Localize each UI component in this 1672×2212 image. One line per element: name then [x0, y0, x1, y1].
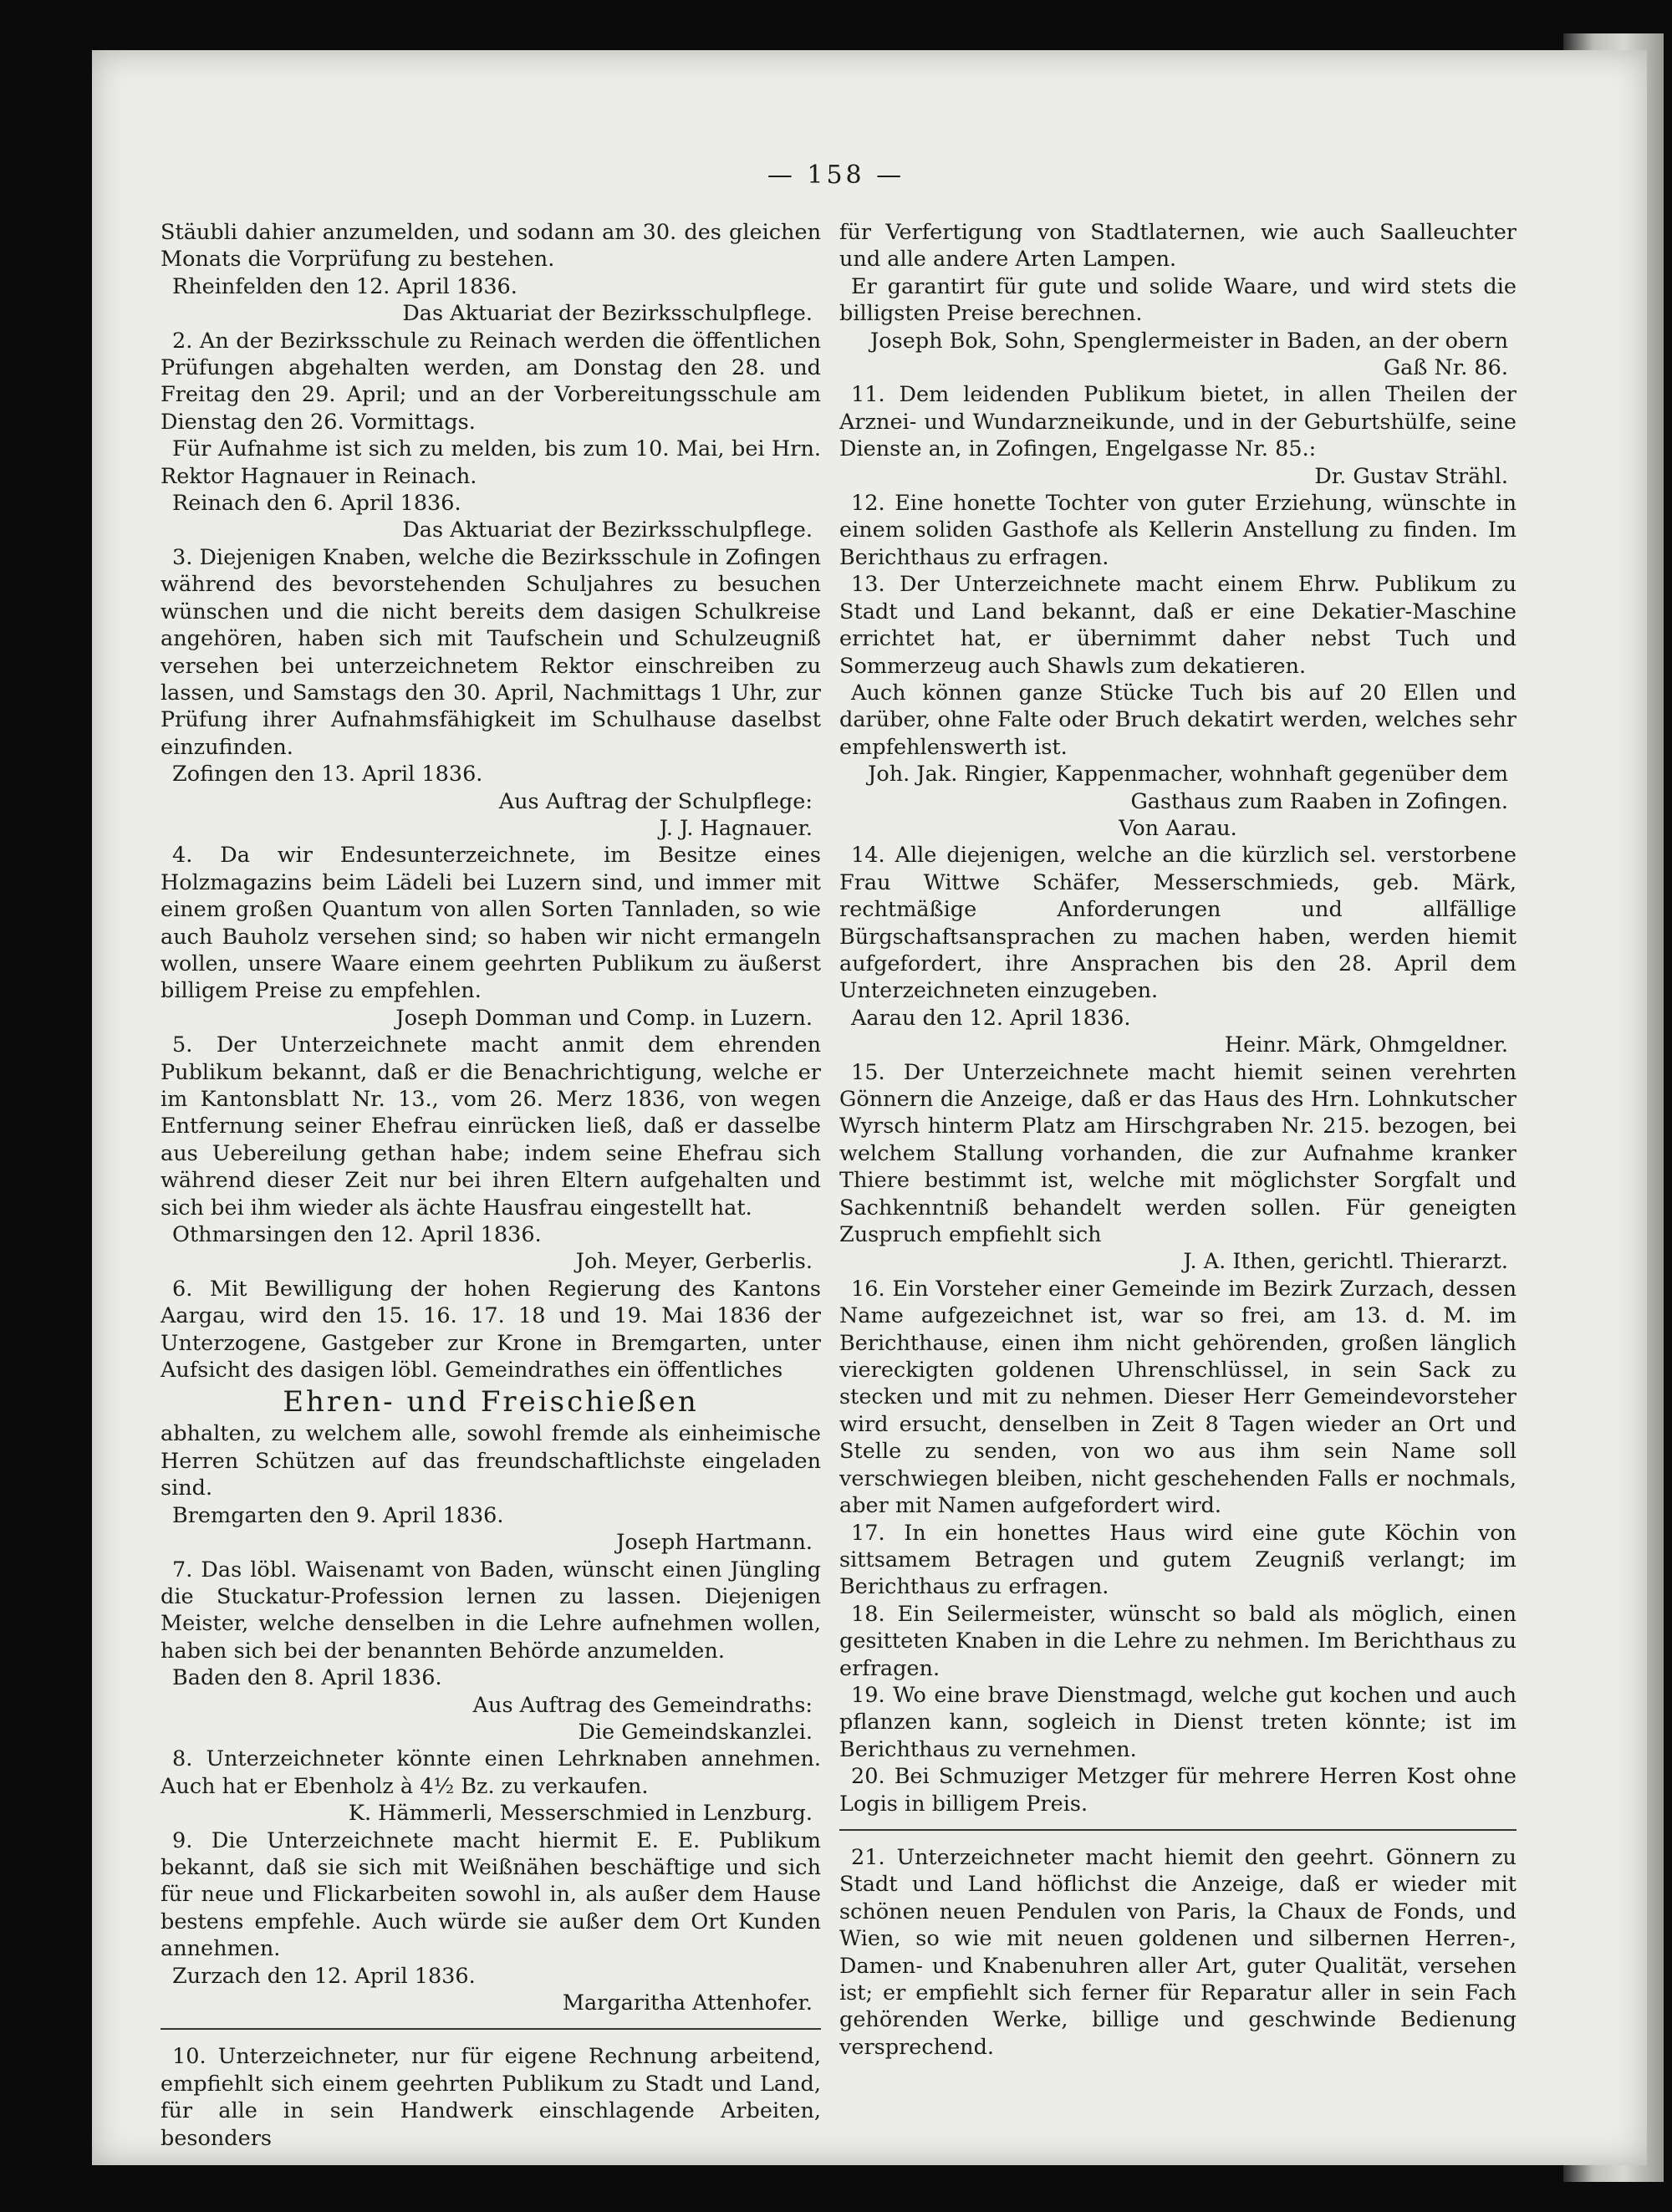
text-paragraph: 21. Unterzeichneter macht hiemit den geehrt. Gönnern zu Stadt und Land höflichst die Anzeige, daß er wieder mit schönen neuen Pendulen von Paris, la Chaux de Fonds, und Wien, so wie mit neuen goldenen und silbernen Herren-, Damen- und Knabenuhren aller Art, guter Qualität, versehen ist; er empfiehlt sich ferner für Reparatur aller in sein Fach gehörenden Werke, billige und geschwinde Bedienung versprechend. [839, 1844, 1517, 2060]
text-paragraph: 17. In ein honettes Haus wird eine gute Köchin von sittsamem Betragen und gutem Zeugniß verlangt; im Berichthaus zu erfragen. [839, 1520, 1517, 1600]
signature-line: Joseph Domman und Comp. in Luzern. [395, 1005, 813, 1031]
signature-line: Joh. Meyer, Gerberlis. [575, 1249, 813, 1275]
text-paragraph: Reinach den 6. April 1836. [172, 491, 461, 517]
text-paragraph: Stäubli dahier anzumelden, und sodann am 30. des gleichen Monats die Vorprüfung zu bestehen. [161, 220, 821, 273]
text-paragraph: 19. Wo eine brave Dienstmagd, welche gut kochen und auch pflanzen kann, sogleich in Dienst treten könnte; ist im Berichthaus zu vernehmen. [839, 1682, 1517, 1762]
text-paragraph: Von Aarau. [1119, 815, 1237, 841]
text-paragraph: 15. Der Unterzeichnete macht hiemit seinen verehrten Gönnern die Anzeige, daß er das Haus des Hrn. Lohnkutscher Wyrsch hinterm Platz am Hirschgraben Nr. 215. bezogen, bei welchem Stallung vorhanden, die zur Aufnahme kranker Thiere bestimmt ist, welche mit möglichster Sorgfalt und Sachkenntniß behandelt werden sollen. Für geneigten Zuspruch empfiehlt sich [839, 1059, 1517, 1248]
text-paragraph: Zurzach den 12. April 1836. [172, 1963, 476, 1989]
left-column [161, 219, 821, 2152]
page-number: — 158 — [767, 161, 905, 190]
text-paragraph: Othmarsingen den 12. April 1836. [172, 1222, 542, 1248]
text-paragraph: 14. Alle diejenigen, welche an die kürzlich sel. verstorbene Frau Wittwe Schäfer, Messerschmieds, geb. Märk, rechtmäßige Anforderungen und allfällige Bürgschaftsansprachen zu machen haben, werden hiemit aufgefordert, ihre Ansprachen bis den 28. April dem Unterzeichneten einzugeben. [839, 843, 1517, 1004]
text-paragraph: Für Aufnahme ist sich zu melden, bis zum 10. Mai, bei Hrn. Rektor Hagnauer in Reinach. [161, 436, 821, 489]
signature-line: Joseph Bok, Sohn, Spenglermeister in Baden, an der obern Gaß Nr. 86. [870, 328, 1508, 381]
event-heading: Ehren- und Freischießen [283, 1385, 699, 1419]
text-paragraph: 5. Der Unterzeichnete macht anmit dem ehrenden Publikum bekannt, daß er die Benachrichtigung, welche er im Kantonsblatt Nr. 13., vom 26. Merz 1836, von wegen Entfernung seiner Ehefrau einrücken ließ, daß er dasselbe aus Uebereilung gethan habe; indem seine Ehefrau sich während dieser Zeit nur bei ihren Eltern aufgehalten und sich bei ihm wieder als ächte Hausfrau eingestellt hat. [161, 1032, 821, 1221]
text-paragraph: 4. Da wir Endesunterzeichnete, im Besitze eines Holzmagazins beim Lädeli bei Luzern sind, und immer mit einem großen Quantum von allen Sorten Tannladen, so wie auch Bauholz versehen sind; so haben wir nicht ermangeln wollen, unsere Waare einem geehrten Publikum zu äußerst billigem Preise zu empfehlen. [161, 843, 821, 1004]
text-paragraph: Aarau den 12. April 1836. [851, 1005, 1131, 1031]
text-paragraph: Rheinfelden den 12. April 1836. [172, 273, 517, 299]
signature-line: Joh. Jak. Ringier, Kappenmacher, wohnhaft gegenüber dem Gasthaus zum Raaben in Zofingen. [868, 762, 1508, 814]
signature-line: J. J. Hagnauer. [659, 815, 813, 841]
text-paragraph: 12. Eine honette Tochter von guter Erziehung, wünschte in einem soliden Gasthofe als Kellerin Anstellung zu finden. Im Berichthaus zu erfragen. [839, 491, 1517, 570]
section-divider [839, 1829, 1517, 1831]
text-paragraph: 7. Das löbl. Waisenamt von Baden, wünscht einen Jüngling die Stuckatur-Profession lernen zu lassen. Diejenigen Meister, welche denselben in die Lehre aufnehmen wollen, haben sich bei der benannten Behörde anzumelden. [161, 1557, 821, 1664]
text-paragraph: 8. Unterzeichneter könnte einen Lehrknaben annehmen. Auch hat er Ebenholz à 4½ Bz. zu verkaufen. [161, 1746, 821, 1799]
signature-line: Aus Auftrag des Gemeindraths: [472, 1692, 813, 1718]
text-paragraph: Bremgarten den 9. April 1836. [172, 1502, 504, 1528]
text-paragraph: 3. Diejenigen Knaben, welche die Bezirksschule in Zofingen während des bevorstehenden Schuljahres zu besuchen wünschen und die nicht bereits dem dasigen Schulkreise angehören, haben sich mit Taufschein und Schulzeugniß versehen bei unterzeichnetem Rektor einschreiben zu lassen, und Samstags den 30. April, Nachmittags 1 Uhr, zur Prüfung ihrer Aufnahmsfähigkeit im Schulhause daselbst einzufinden. [161, 544, 821, 760]
section-divider [161, 2028, 821, 2030]
text-paragraph: 6. Mit Bewilligung der hohen Regierung des Kantons Aargau, wird den 15. 16. 17. 18 und 19. Mai 1836 der Unterzogene, Gastgeber zur Krone in Bremgarten, unter Aufsicht des dasigen löbl. Gemeindrathes ein öffentliches [161, 1276, 821, 1384]
text-paragraph: 13. Der Unterzeichnete macht einem Ehrw. Publikum zu Stadt und Land bekannt, daß er eine Dekatier-Maschine errichtet hat, er übernimmt daher nebst Tuch und Sommerzeug auch Shawls zum dekatieren. [839, 572, 1517, 679]
signature-line: Joseph Hartmann. [616, 1530, 813, 1556]
text-paragraph: 11. Dem leidenden Publikum bietet, in allen Theilen der Arznei- und Wundarzneikunde, und in der Geburtshülfe, seine Dienste an, in Zofingen, Engelgasse Nr. 85.: [839, 382, 1517, 462]
text-paragraph: 9. Die Unterzeichnete macht hiermit E. E. Publikum bekannt, daß sie sich mit Weißnähen beschäftige und sich für neue und Flickarbeiten sowohl in, als außer dem Hause bestens empfehle. Auch würde sie außer dem Ort Kunden annehmen. [161, 1827, 821, 1962]
right-column [839, 219, 1517, 2061]
text-paragraph: Er garantirt für gute und solide Waare, und wird stets die billigsten Preise berechnen. [839, 273, 1517, 327]
text-paragraph: 2. An der Bezirksschule zu Reinach werden die öffentlichen Prüfungen abgehalten werden, am Donstag den 28. und Freitag den 29. April; und an der Vorbereitungsschule am Dienstag den 26. Vormittags. [161, 328, 821, 435]
signature-line: Dr. Gustav Strähl. [1314, 463, 1508, 489]
signature-line: Das Aktuariat der Bezirksschulpflege. [402, 517, 813, 543]
text-paragraph: 18. Ein Seilermeister, wünscht so bald als möglich, einen gesitteten Knaben in die Lehre zu nehmen. Im Berichthaus zu erfragen. [839, 1601, 1517, 1681]
text-paragraph: Auch können ganze Stücke Tuch bis auf 20 Ellen und darüber, ohne Falte oder Bruch dekatirt werden, welches sehr empfehlenswerth ist. [839, 680, 1517, 760]
signature-line: Die Gemeindskanzlei. [578, 1719, 813, 1745]
signature-line: J. A. Ithen, gerichtl. Thierarzt. [1183, 1249, 1508, 1275]
text-paragraph: für Verfertigung von Stadtlaternen, wie auch Saalleuchter und alle andere Arten Lampen. [839, 220, 1517, 273]
signature-line: Das Aktuariat der Bezirksschulpflege. [402, 301, 813, 327]
text-paragraph: Baden den 8. April 1836. [172, 1665, 442, 1691]
text-paragraph: abhalten, zu welchem alle, sowohl fremde als einheimische Herren Schützen auf das freundschaftlichste eingeladen sind. [161, 1421, 821, 1501]
signature-line: Margaritha Attenhofer. [562, 1990, 813, 2016]
text-paragraph: Zofingen den 13. April 1836. [172, 762, 483, 787]
text-paragraph: 20. Bei Schmuziger Metzger für mehrere Herren Kost ohne Logis in billigem Preis. [839, 1764, 1517, 1817]
text-paragraph: 10. Unterzeichneter, nur für eigene Rechnung arbeitend, empfiehlt sich einem geehrten Publikum zu Stadt und Land, für alle in sein Handwerk einschlagende Arbeiten, besonders [161, 2044, 821, 2151]
signature-line: Aus Auftrag der Schulpflege: [498, 788, 813, 814]
signature-line: K. Hämmerli, Messerschmied in Lenzburg. [348, 1801, 813, 1827]
text-paragraph: 16. Ein Vorsteher einer Gemeinde im Bezirk Zurzach, dessen Name aufgezeichnet ist, war so frei, am 13. d. M. im Berichthause, einen ihm nicht gehörenden, großen länglich viereckigten goldenen Uhrenschlüssel, in sein Sack zu stecken und mit zu nehmen. Dieser Herr Gemeindevorsteher wird ersucht, denselben in Zeit 8 Tagen wieder an Ort und Stelle zu senden, von wo aus ihm sein Name soll verschwiegen bleiben, nicht geschehenden Falls er nochmals, aber mit Namen aufgefordert wird. [839, 1276, 1517, 1519]
signature-line: Heinr. Märk, Ohmgeldner. [1224, 1032, 1508, 1058]
